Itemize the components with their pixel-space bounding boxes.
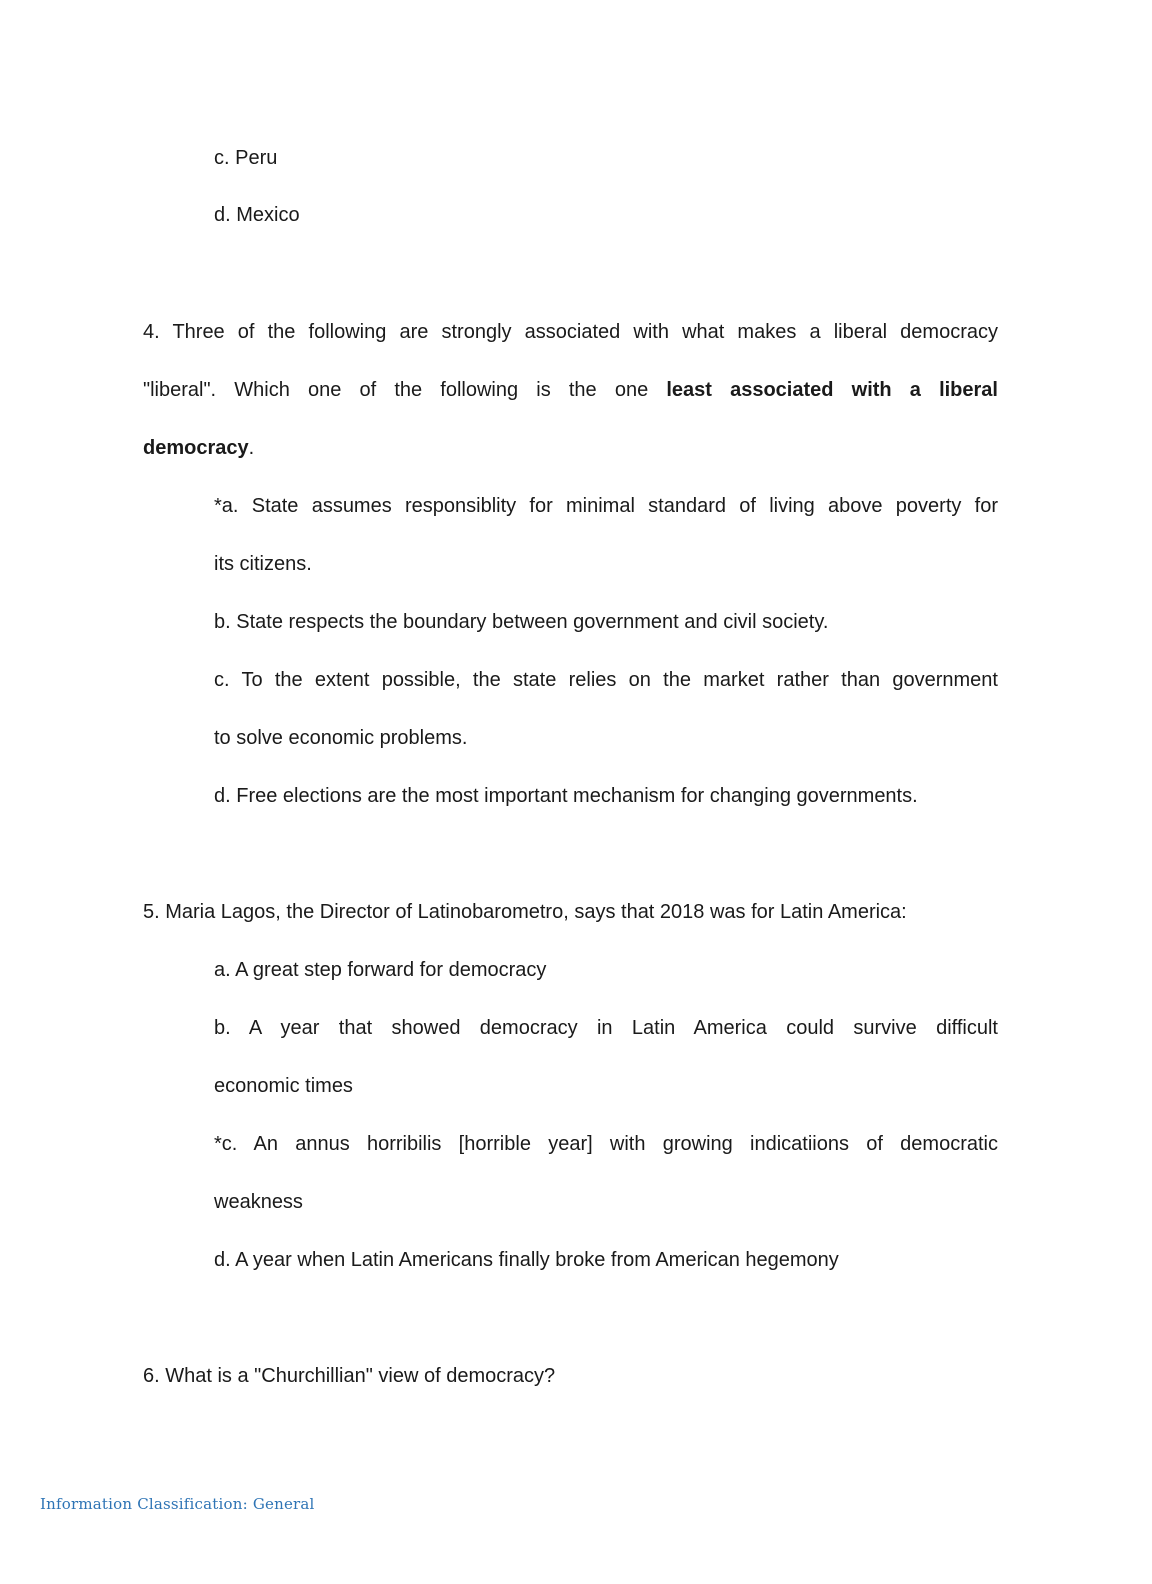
q5-question: 5. Maria Lagos, the Director of Latinobarometro, says that 2018 was for Latin America: [143,901,907,923]
q4-question-line-3 [143,434,254,462]
q4-option-b: b. State respects the boundary between government and civil society. [214,611,829,633]
q4-question-line-2-text: "liberal". Which one of the following is the one [143,379,649,401]
q4-option-c-line-1: c. To the extent possible, the state relies on the market rather than government [214,669,998,691]
q5-option-a: a. A great step forward for democracy [214,959,547,981]
q4-emphasis-text: least associated with a liberal [666,379,998,401]
q4-option-d: d. Free elections are the most important mechanism for changing governments. [214,785,918,807]
q5-option-b-line-1: b. A year that showed democracy in Latin America could survive difficult [214,1017,998,1039]
q5-option-c-line-2: weakness [214,1191,303,1213]
q5-option-c-line-1: *c. An annus horribilis [horrible year] with growing indicatiions of democratic [214,1133,998,1155]
q4-option-a-line-1: *a. State assumes responsiblity for minimal standard of living above poverty for [214,495,998,517]
q3-option-d: d. Mexico [214,204,300,226]
q4-emphasis-text-end: democracy [143,437,249,459]
q5-option-d: d. A year when Latin Americans finally broke from American hegemony [214,1249,839,1271]
q4-question-line-2 [143,376,998,404]
q4-question-period: . [248,437,255,459]
q4-question-line-1: 4. Three of the following are strongly associated with what makes a liberal democracy [143,321,998,343]
information-classification-footer: Information Classification: General [40,1495,315,1513]
q6-question: 6. What is a "Churchillian" view of democracy? [143,1365,556,1387]
q4-option-a-line-2: its citizens. [214,553,312,575]
q3-option-c: c. Peru [214,147,278,169]
q5-option-b-line-2: economic times [214,1075,353,1097]
q4-option-c-line-2: to solve economic problems. [214,727,468,749]
